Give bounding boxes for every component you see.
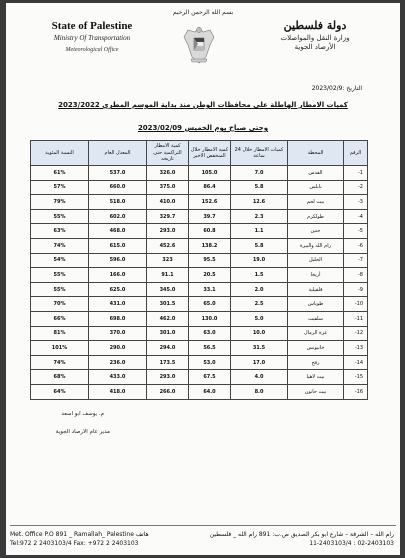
station-name: جنين xyxy=(288,224,344,239)
rain-24h: 31.5 xyxy=(231,341,288,356)
header-number: الرقم xyxy=(344,141,368,166)
state-name-ar: دولة فلسطين xyxy=(283,19,347,32)
last-low-rain: 63.0 xyxy=(189,326,231,341)
row-number: -3 xyxy=(344,195,368,210)
cumulative-rain: 345.0 xyxy=(147,282,189,297)
general-average: 236.0 xyxy=(89,355,147,370)
station-name: طولكرم xyxy=(288,209,344,224)
signatory-name: م. يوسف ابو اسعد xyxy=(61,411,104,417)
footer-divider xyxy=(10,525,396,526)
table-row xyxy=(31,311,368,326)
percentage: 54% xyxy=(31,253,89,268)
cumulative-rain: 410.0 xyxy=(147,195,189,210)
station-name: الخليل xyxy=(288,253,344,268)
percentage: 68% xyxy=(31,370,89,385)
last-low-rain: 20.5 xyxy=(189,268,231,283)
station-name: غزة الرمال xyxy=(288,326,344,341)
rain-24h: 19.0 xyxy=(231,253,288,268)
table-row xyxy=(31,326,368,341)
table-row xyxy=(31,195,368,210)
general-average: 431.0 xyxy=(89,297,147,312)
row-number: -6 xyxy=(344,238,368,253)
cumulative-rain: 323 xyxy=(147,253,189,268)
cumulative-rain: 301.5 xyxy=(147,297,189,312)
general-average: 615.0 xyxy=(89,238,147,253)
rain-24h: 5.8 xyxy=(231,238,288,253)
rainfall-table xyxy=(30,140,368,400)
cumulative-rain: 326.0 xyxy=(147,166,189,181)
last-low-rain: 105.0 xyxy=(189,166,231,181)
station-name: بيت لاهيا xyxy=(288,370,344,385)
station-name: رام الله والبيرة xyxy=(288,238,344,253)
cumulative-rain: 329.7 xyxy=(147,209,189,224)
general-average: 370.0 xyxy=(89,326,147,341)
cumulative-rain: 294.0 xyxy=(147,341,189,356)
percentage: 101% xyxy=(31,341,89,356)
rain-24h: 12.6 xyxy=(231,195,288,210)
rain-24h: 8.0 xyxy=(231,384,288,399)
general-average: 596.0 xyxy=(89,253,147,268)
header-station: المحطة xyxy=(288,141,344,166)
last-low-rain: 138.2 xyxy=(189,238,231,253)
row-number: -16 xyxy=(344,384,368,399)
table-row xyxy=(31,166,368,181)
last-low-rain: 33.1 xyxy=(189,282,231,297)
percentage: 66% xyxy=(31,311,89,326)
office-name-en: Meteorological Office xyxy=(65,47,119,53)
percentage: 79% xyxy=(31,195,89,210)
general-average: 433.0 xyxy=(89,370,147,385)
table-row xyxy=(31,253,368,268)
percentage: 55% xyxy=(31,268,89,283)
table-row xyxy=(31,297,368,312)
footer-address-ar: رام الله – الشرفة – شارع ابو بكر الصديق ص.ب: 891 رام الله _ فلسطين xyxy=(209,531,394,538)
cumulative-rain: 452.6 xyxy=(147,238,189,253)
last-low-rain: 67.5 xyxy=(189,370,231,385)
last-low-rain: 86.4 xyxy=(189,180,231,195)
table-row xyxy=(31,180,368,195)
ministry-name-en: Ministry Of Transportation xyxy=(53,34,131,42)
table-row xyxy=(31,355,368,370)
rain-24h: 1.5 xyxy=(231,268,288,283)
percentage: 55% xyxy=(31,282,89,297)
station-name: نابلس xyxy=(288,180,344,195)
table-row xyxy=(31,384,368,399)
rain-24h: 5.0 xyxy=(231,311,288,326)
station-name: قلقيلية xyxy=(288,282,344,297)
row-number: -8 xyxy=(344,268,368,283)
table-row xyxy=(31,282,368,297)
table-row xyxy=(31,209,368,224)
header-average: المعدل العام xyxy=(89,141,147,166)
row-number: -11 xyxy=(344,311,368,326)
last-low-rain: 39.7 xyxy=(189,209,231,224)
last-low-rain: 152.6 xyxy=(189,195,231,210)
header-last-low: كمية الامطار خلال المنخفض الاخير xyxy=(189,141,231,166)
general-average: 468.0 xyxy=(89,224,147,239)
footer-phone-ar: 02-2403103 : 11-2403103/4 xyxy=(309,540,394,547)
general-average: 290.0 xyxy=(89,341,147,356)
station-name: أريحا xyxy=(288,268,344,283)
cumulative-rain: 301.0 xyxy=(147,326,189,341)
station-name: القدس xyxy=(288,166,344,181)
percentage: 64% xyxy=(31,384,89,399)
station-name: طوباس xyxy=(288,297,344,312)
table-row xyxy=(31,370,368,385)
ministry-name-ar: وزارة النقل والمواصلات xyxy=(280,34,350,42)
row-number: -4 xyxy=(344,209,368,224)
last-low-rain: 95.5 xyxy=(189,253,231,268)
cumulative-rain: 293.0 xyxy=(147,370,189,385)
cumulative-rain: 173.5 xyxy=(147,355,189,370)
last-low-rain: 64.0 xyxy=(189,384,231,399)
station-name: سلفيت xyxy=(288,311,344,326)
row-number: -12 xyxy=(344,326,368,341)
rain-24h: 1.1 xyxy=(231,224,288,239)
row-number: -2 xyxy=(344,180,368,195)
footer-arabic xyxy=(210,530,394,548)
rain-24h: 10.0 xyxy=(231,326,288,341)
percentage: 74% xyxy=(31,355,89,370)
document-page xyxy=(6,3,400,555)
general-average: 166.0 xyxy=(89,268,147,283)
row-number: -15 xyxy=(344,370,368,385)
rain-24h: 7.0 xyxy=(231,166,288,181)
station-name: بيت حانون xyxy=(288,384,344,399)
row-number: -7 xyxy=(344,253,368,268)
rain-24h: 4.0 xyxy=(231,370,288,385)
cumulative-rain: 375.0 xyxy=(147,180,189,195)
general-average: 698.0 xyxy=(89,311,147,326)
header-arabic xyxy=(260,19,370,51)
table-row xyxy=(31,238,368,253)
row-number: -10 xyxy=(344,297,368,312)
document-date: التاريخ :2023/02/9 xyxy=(311,85,362,92)
general-average: 418.0 xyxy=(89,384,147,399)
last-low-rain: 130.0 xyxy=(189,311,231,326)
table-header-row xyxy=(31,141,368,166)
last-low-rain: 53.0 xyxy=(189,355,231,370)
cumulative-rain: 293.0 xyxy=(147,224,189,239)
general-average: 625.0 xyxy=(89,282,147,297)
percentage: 57% xyxy=(31,180,89,195)
percentage: 61% xyxy=(31,166,89,181)
table-row xyxy=(31,341,368,356)
general-average: 602.0 xyxy=(89,209,147,224)
footer-address-en: Met. Office P.O 891 _ Ramallah_ Palestine هاتف xyxy=(10,531,149,538)
header-percent: النسبة المئوية xyxy=(31,141,89,166)
percentage: 63% xyxy=(31,224,89,239)
rain-24h: 2.5 xyxy=(231,297,288,312)
basmala: بسم الله الرحمن الرحيم xyxy=(172,9,234,16)
header-rain-24h: كميات الامطار خلال 24 ساعة xyxy=(231,141,288,166)
document-subtitle: وحتى صباح يوم الخميس 2023/02/09 xyxy=(137,124,269,132)
last-low-rain: 65.0 xyxy=(189,297,231,312)
table-row xyxy=(31,224,368,239)
cumulative-rain: 266.0 xyxy=(147,384,189,399)
station-name: رفح xyxy=(288,355,344,370)
row-number: -9 xyxy=(344,282,368,297)
rain-24h: 5.8 xyxy=(231,180,288,195)
cumulative-rain: 462.0 xyxy=(147,311,189,326)
document-title: كميات الامطار الهاطلة على محافظات الوطن منذ بداية الموسم المطري 2023/2022 xyxy=(58,101,348,109)
table-row xyxy=(31,268,368,283)
office-name-ar: الأرصاد الجوية xyxy=(294,43,336,51)
row-number: -5 xyxy=(344,224,368,239)
header-cumulative: كمية الامطار التراكمية حتى تاريخه xyxy=(147,141,189,166)
footer-english xyxy=(10,530,149,548)
row-number: -14 xyxy=(344,355,368,370)
state-name-en: State of Palestine xyxy=(51,20,133,32)
percentage: 55% xyxy=(31,209,89,224)
station-name: خانيونس xyxy=(288,341,344,356)
palestine-eagle-emblem-icon xyxy=(182,23,216,67)
rain-24h: 17.0 xyxy=(231,355,288,370)
rain-24h: 2.3 xyxy=(231,209,288,224)
signatory-title: مدير عام الارصاد الجوية xyxy=(55,429,110,435)
row-number: -1 xyxy=(344,166,368,181)
general-average: 537.0 xyxy=(89,166,147,181)
cumulative-rain: 91.1 xyxy=(147,268,189,283)
general-average: 660.0 xyxy=(89,180,147,195)
percentage: 74% xyxy=(31,238,89,253)
row-number: -13 xyxy=(344,341,368,356)
percentage: 81% xyxy=(31,326,89,341)
footer-phone-en: Tel:972 2 2403103/4 Fax: +972 2 2403103 xyxy=(10,540,139,547)
general-average: 518.0 xyxy=(89,195,147,210)
last-low-rain: 60.8 xyxy=(189,224,231,239)
last-low-rain: 56.5 xyxy=(189,341,231,356)
percentage: 70% xyxy=(31,297,89,312)
rain-24h: 2.0 xyxy=(231,282,288,297)
station-name: بيت لحم xyxy=(288,195,344,210)
header-english xyxy=(32,20,152,53)
